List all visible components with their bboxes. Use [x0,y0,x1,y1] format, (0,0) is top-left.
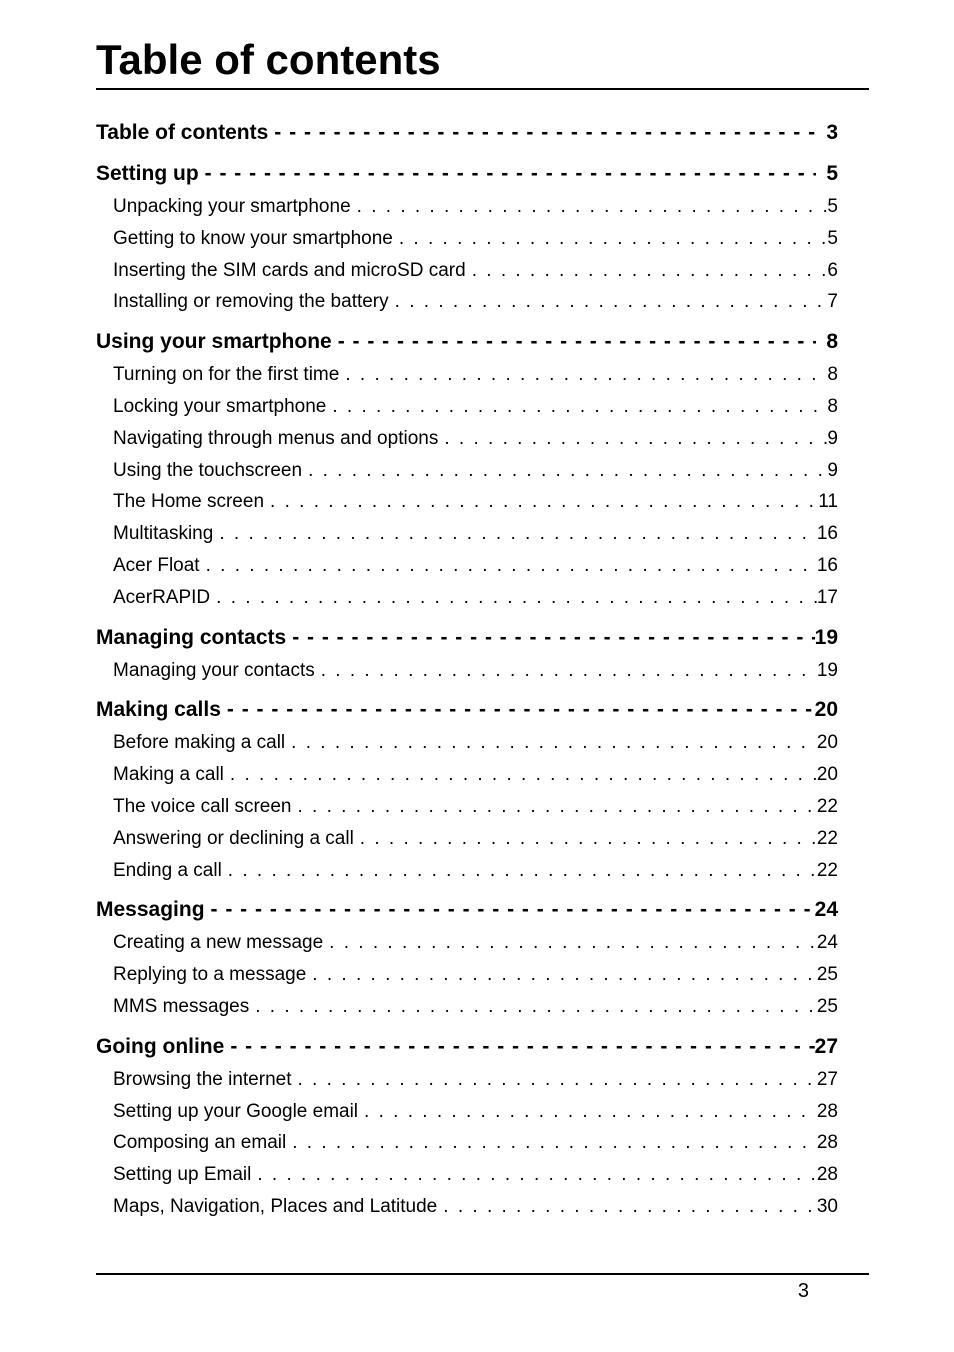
topic-page-number: 8 [827,395,838,417]
topic-title: Getting to know your smartphone [113,227,393,249]
chapter-page-number: 19 [814,625,838,649]
dash-leader [224,1029,814,1064]
topic-title: Making a call [113,764,224,786]
topic-title: Installing or removing the battery [113,291,389,313]
toc-chapter-entry[interactable] [96,115,838,150]
dot-leader [302,455,827,487]
topic-title: Unpacking your smartphone [113,196,351,217]
topic-page-number: 16 [816,554,838,576]
dot-leader [315,655,817,687]
toc-topic-entry[interactable] [96,223,838,255]
toc-section [96,1029,838,1223]
dot-leader [358,1096,817,1128]
topic-page-number: 30 [816,1195,838,1217]
topic-page-number: 22 [816,795,838,817]
topic-page-number: 20 [816,732,838,754]
topic-page-number: 17 [816,586,838,608]
chapter-title: Table of contents [96,121,269,144]
topic-page-number: 22 [816,859,838,881]
dot-leader [200,550,817,582]
dot-leader [306,959,817,991]
topic-title: Acer Float [113,554,200,576]
topic-title: The voice call screen [113,795,292,817]
topic-title: The Home screen [113,491,265,513]
topic-title: Before making a call [113,732,286,754]
toc-topic-entry[interactable] [96,927,838,959]
toc-topic-entry[interactable] [96,959,838,991]
toc-topic-entry[interactable] [96,455,838,487]
topic-page-number: 22 [816,827,838,849]
dot-leader [249,991,817,1023]
dash-leader [221,692,815,727]
page-number: 3 [797,1280,809,1302]
dot-leader [251,1159,817,1191]
dot-leader [339,359,827,391]
topic-page-number: 9 [827,427,838,449]
chapter-page-number: 27 [814,1034,838,1058]
toc-topic-entry[interactable] [96,791,838,823]
chapter-title: Using your smartphone [96,330,332,354]
toc-topic-entry[interactable] [96,518,838,550]
topic-page-number: 28 [816,1132,838,1154]
toc-topic-entry[interactable] [96,1191,838,1223]
title-divider [96,88,869,90]
dash-leader [268,115,816,150]
topic-title: Inserting the SIM cards and microSD card [113,259,466,281]
toc-topic-entry[interactable] [96,759,838,791]
toc-topic-entry[interactable] [96,423,838,455]
topic-page-number: 5 [827,227,838,249]
topic-title: Locking your smartphone [113,395,327,417]
dot-leader [438,423,827,455]
topic-page-number: 28 [816,1100,838,1122]
topic-title: Multitasking [113,523,214,545]
dot-leader [351,191,828,223]
dot-leader [222,855,817,887]
topic-page-number: 7 [827,291,838,313]
toc-topic-entry[interactable] [96,391,838,423]
footer-divider [96,1273,869,1275]
topic-title: Maps, Navigation, Places and Latitude [113,1195,438,1217]
topic-title: Managing your contacts [113,659,315,681]
chapter-title: Going online [96,1034,225,1058]
chapter-page-number: 24 [814,898,838,922]
chapter-title: Managing contacts [96,625,287,649]
toc-topic-entry[interactable] [96,359,838,391]
toc-section [96,892,838,1022]
toc-topic-entry[interactable] [96,486,838,518]
topic-title: Ending a call [113,859,222,881]
topic-page-number: 25 [816,964,838,986]
toc-topic-entry[interactable] [96,550,838,582]
topic-title: Creating a new message [113,932,324,954]
toc-chapter-entry[interactable] [96,1029,838,1064]
toc-section [96,156,838,318]
toc-section [96,115,838,150]
dot-leader [292,1064,817,1096]
topic-page-number: 9 [827,459,838,481]
dot-leader [210,582,817,614]
topic-title: Navigating through menus and options [113,427,439,449]
chapter-page-number: 3 [826,121,838,144]
toc-topic-entry[interactable] [96,855,838,887]
toc-chapter-entry[interactable] [96,324,838,359]
topic-title: Using the touchscreen [113,459,303,481]
toc-chapter-entry[interactable] [96,692,838,727]
dot-leader [466,255,828,287]
dot-leader [326,391,827,423]
topic-title: Browsing the internet [113,1068,292,1090]
dot-leader [264,486,818,518]
topic-title: Turning on for the first time [113,364,340,386]
topic-title: MMS messages [113,995,250,1017]
chapter-title: Messaging [96,898,205,922]
toc-section [96,324,838,613]
page-title: Table of contents [96,36,441,83]
topic-page-number: 16 [816,523,838,545]
dash-leader [286,620,814,655]
toc-chapter-entry[interactable] [96,892,838,927]
toc-topic-entry[interactable] [96,1127,838,1159]
topic-page-number: 27 [816,1068,838,1090]
dot-leader [389,286,828,318]
topic-title: Replying to a message [113,964,307,986]
dot-leader [393,223,828,255]
dot-leader [213,518,817,550]
dot-leader [224,759,817,791]
dot-leader [437,1191,817,1223]
chapter-title: Making calls [96,698,221,722]
topic-title: Composing an email [113,1132,287,1154]
topic-title: AcerRAPID [113,586,211,608]
toc-section [96,620,838,687]
toc-topic-entry[interactable] [96,991,838,1023]
topic-title: Setting up your Google email [113,1100,359,1122]
topic-title: Answering or declining a call [113,827,354,849]
toc-topic-entry[interactable] [96,582,838,614]
topic-page-number: 8 [827,364,838,386]
dot-leader [285,727,817,759]
dot-leader [323,927,817,959]
table-of-contents [96,115,838,1229]
toc-topic-entry[interactable] [96,191,838,223]
toc-topic-entry[interactable] [96,286,838,318]
chapter-page-number: 20 [814,698,838,722]
topic-page-number: 28 [816,1164,838,1186]
toc-topic-entry[interactable] [96,655,838,687]
toc-chapter-entry[interactable] [96,156,838,191]
dash-leader [332,324,816,359]
topic-page-number: 6 [827,259,838,281]
chapter-page-number: 8 [826,330,838,354]
dot-leader [291,791,816,823]
topic-page-number: 19 [816,659,838,681]
toc-topic-entry[interactable] [96,1096,838,1128]
dot-leader [354,823,817,855]
toc-chapter-entry[interactable] [96,620,838,655]
dot-leader [286,1127,817,1159]
toc-topic-entry[interactable] [96,1064,838,1096]
dash-leader [199,156,816,191]
topic-title: Setting up Email [113,1164,252,1186]
toc-topic-entry[interactable] [96,1159,838,1191]
toc-topic-entry[interactable] [96,727,838,759]
toc-topic-entry[interactable] [96,823,838,855]
chapter-title: Setting up [96,162,199,185]
topic-page-number: 11 [818,491,838,513]
topic-page-number: 5 [827,196,838,217]
topic-page-number: 24 [816,932,838,954]
dash-leader [205,892,815,927]
chapter-page-number: 5 [826,162,838,185]
toc-section [96,692,838,886]
toc-topic-entry[interactable] [96,255,838,287]
topic-page-number: 25 [816,995,838,1017]
topic-page-number: 20 [816,764,838,786]
